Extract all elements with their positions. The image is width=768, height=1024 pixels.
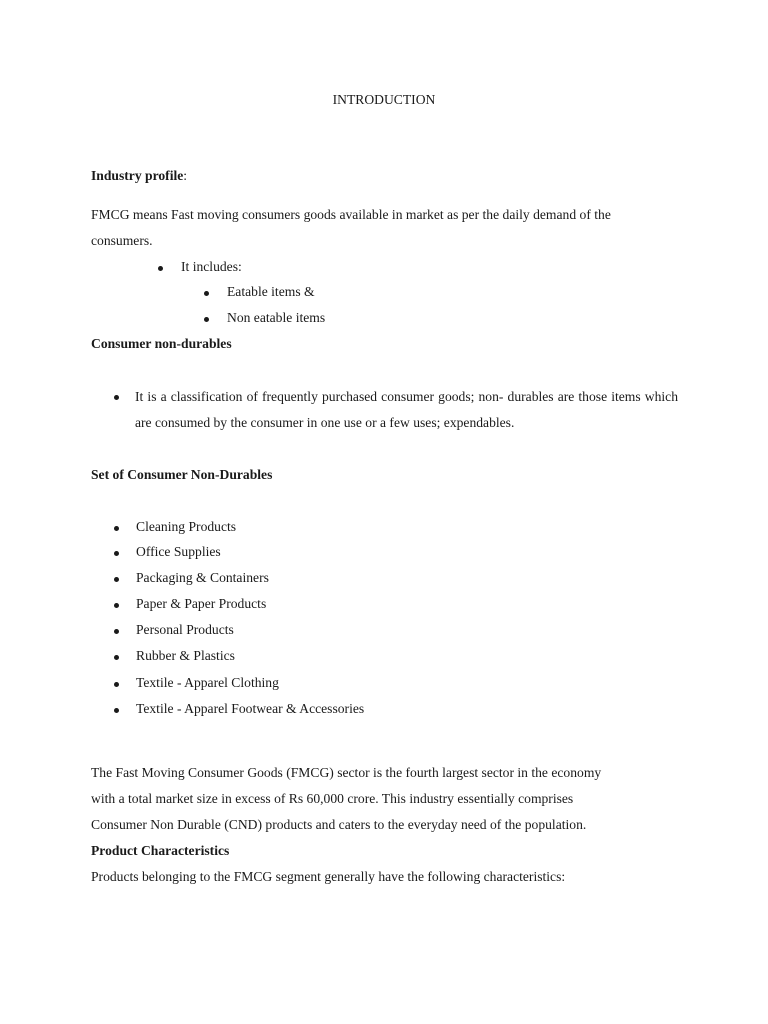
bullet-icon bbox=[204, 317, 209, 322]
bullet-icon bbox=[114, 551, 119, 556]
product-characteristics-text: Products belonging to the FMCG segment generally have the following characteristics: bbox=[91, 869, 566, 884]
bullet-icon bbox=[204, 291, 209, 296]
industry-profile-text-line2: consumers. bbox=[91, 233, 153, 248]
fmcg-paragraph-line1: The Fast Moving Consumer Goods (FMCG) sector is the fourth largest sector in the economy bbox=[91, 765, 602, 780]
non-durables-text: It is a classification of frequently purchased consumer goods; non- durables are those items which are consumed by the consumer in one use or a few uses; expendables. bbox=[135, 389, 678, 430]
industry-profile-heading: Industry profile bbox=[91, 168, 184, 183]
includes-label: It includes: bbox=[181, 259, 242, 274]
includes-item: Eatable items & bbox=[227, 284, 315, 299]
bullet-icon bbox=[114, 395, 119, 400]
set-item: Office Supplies bbox=[136, 544, 221, 559]
set-item: Textile - Apparel Footwear & Accessories bbox=[136, 701, 365, 716]
set-item: Packaging & Containers bbox=[136, 570, 269, 585]
fmcg-paragraph-line3: Consumer Non Durable (CND) products and caters to the everyday need of the population. bbox=[91, 817, 587, 832]
fmcg-paragraph-line2: with a total market size in excess of Rs 60,000 crore. This industry essentially comprises bbox=[91, 791, 574, 806]
bullet-icon bbox=[114, 708, 119, 713]
bullet-icon bbox=[114, 629, 119, 634]
set-item: Textile - Apparel Clothing bbox=[136, 675, 279, 690]
industry-profile-colon: : bbox=[183, 168, 188, 183]
set-item: Personal Products bbox=[136, 622, 234, 637]
set-heading: Set of Consumer Non-Durables bbox=[91, 467, 273, 482]
bullet-icon bbox=[114, 603, 119, 608]
product-characteristics-heading: Product Characteristics bbox=[91, 843, 230, 858]
industry-profile-heading-line bbox=[91, 168, 187, 184]
bullet-icon bbox=[114, 526, 119, 531]
non-durables-heading: Consumer non-durables bbox=[91, 336, 232, 351]
set-item: Rubber & Plastics bbox=[136, 648, 235, 663]
includes-item: Non eatable items bbox=[227, 310, 326, 325]
set-item: Cleaning Products bbox=[136, 519, 237, 534]
bullet-icon bbox=[114, 655, 119, 660]
bullet-icon bbox=[158, 266, 163, 271]
industry-profile-text-line1: FMCG means Fast moving consumers goods available in market as per the daily demand of the bbox=[91, 207, 611, 222]
bullet-icon bbox=[114, 577, 119, 582]
set-item: Paper & Paper Products bbox=[136, 596, 267, 611]
bullet-icon bbox=[114, 682, 119, 687]
page-title: INTRODUCTION bbox=[332, 92, 436, 107]
